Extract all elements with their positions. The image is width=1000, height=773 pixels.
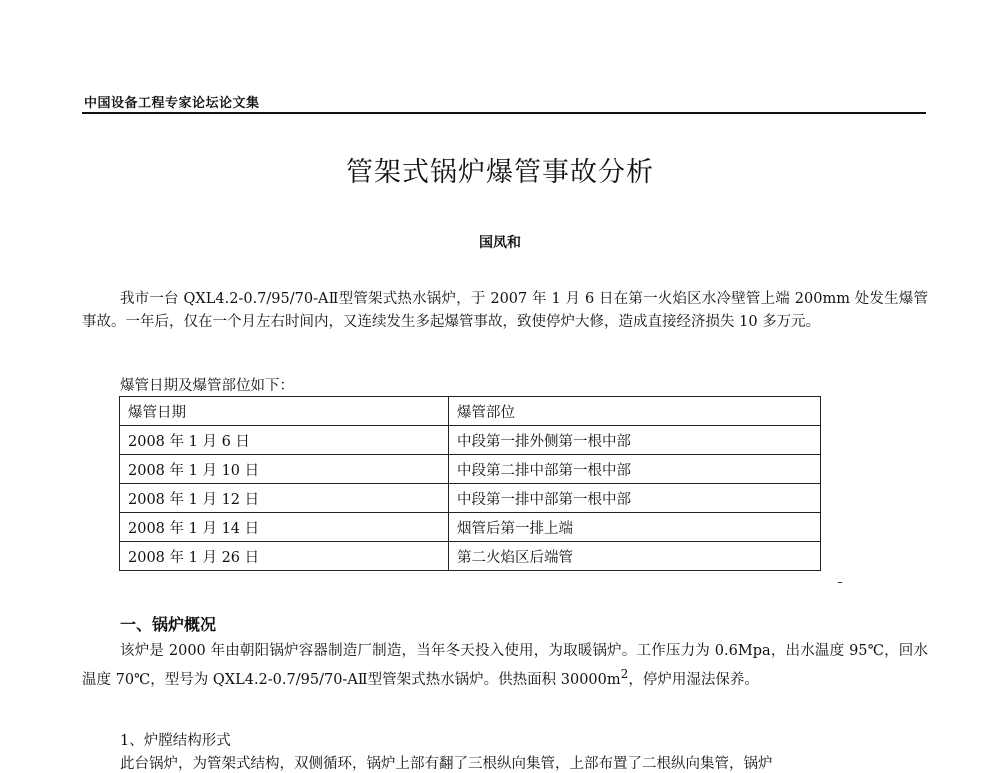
header-location: 爆管部位 (449, 397, 821, 426)
table-row (120, 455, 821, 484)
section1-text-a: 该炉是 2000 年由朝阳锅炉容器制造厂制造，当年冬天投入使用，为取暖锅炉。工作压力为 0.6Mpa，出水温度 95℃，回水温度 70℃，型号为 QXL4.2-0.7/95/70-AⅡ型管架式热水锅炉。供热面积 30000m (82, 643, 928, 688)
running-header: 中国设备工程专家论坛论文集 (84, 96, 260, 111)
header-date: 爆管日期 (120, 397, 449, 426)
section1-paragraph (82, 640, 928, 692)
cell-location: 中段第一排外侧第一根中部 (449, 426, 821, 455)
article-title: 管架式锅炉爆管事故分析 (346, 157, 654, 188)
intro-text: 我市一台 QXL4.2-0.7/95/70-AⅡ型管架式热水锅炉，于 2007 年 1 月 6 日在第一火焰区水冷壁管上端 200mm 处发生爆管事故。一年后，仅在一个月左右时间内，又连续发生多起爆管事故，致使停炉大修，造成直接经济损失 10 多万元。 (82, 291, 928, 330)
subsection-heading: 1、炉膛结构形式 (120, 733, 231, 749)
header-rule (82, 112, 926, 114)
cell-date: 2008 年 1 月 12 日 (120, 484, 449, 513)
section1-superscript: 2 (620, 667, 629, 681)
cell-date: 2008 年 1 月 14 日 (120, 513, 449, 542)
table-header-row (120, 397, 821, 426)
table-row (120, 484, 821, 513)
cell-date: 2008 年 1 月 26 日 (120, 542, 449, 571)
cell-date: 2008 年 1 月 6 日 (120, 426, 449, 455)
cell-location: 中段第二排中部第一根中部 (449, 455, 821, 484)
partial-line: 此台锅炉，为管架式结构，双侧循环，锅炉上部有翻了三根纵向集管，上部布置了二根纵向集管，锅炉 (120, 756, 773, 772)
table-row (120, 542, 821, 571)
scan-speck (838, 582, 842, 583)
burst-table (119, 396, 821, 571)
cell-date: 2008 年 1 月 10 日 (120, 455, 449, 484)
intro-paragraph (82, 288, 928, 334)
article-author: 国凤和 (479, 235, 521, 251)
table-row (120, 426, 821, 455)
cell-location: 烟管后第一排上端 (449, 513, 821, 542)
section-heading: 一、锅炉概况 (120, 615, 217, 634)
table-caption: 爆管日期及爆管部位如下： (120, 378, 294, 394)
cell-location: 中段第一排中部第一根中部 (449, 484, 821, 513)
section1-text-b: ，停炉用湿法保养。 (628, 671, 759, 688)
table-row (120, 513, 821, 542)
cell-location: 第二火焰区后端管 (449, 542, 821, 571)
